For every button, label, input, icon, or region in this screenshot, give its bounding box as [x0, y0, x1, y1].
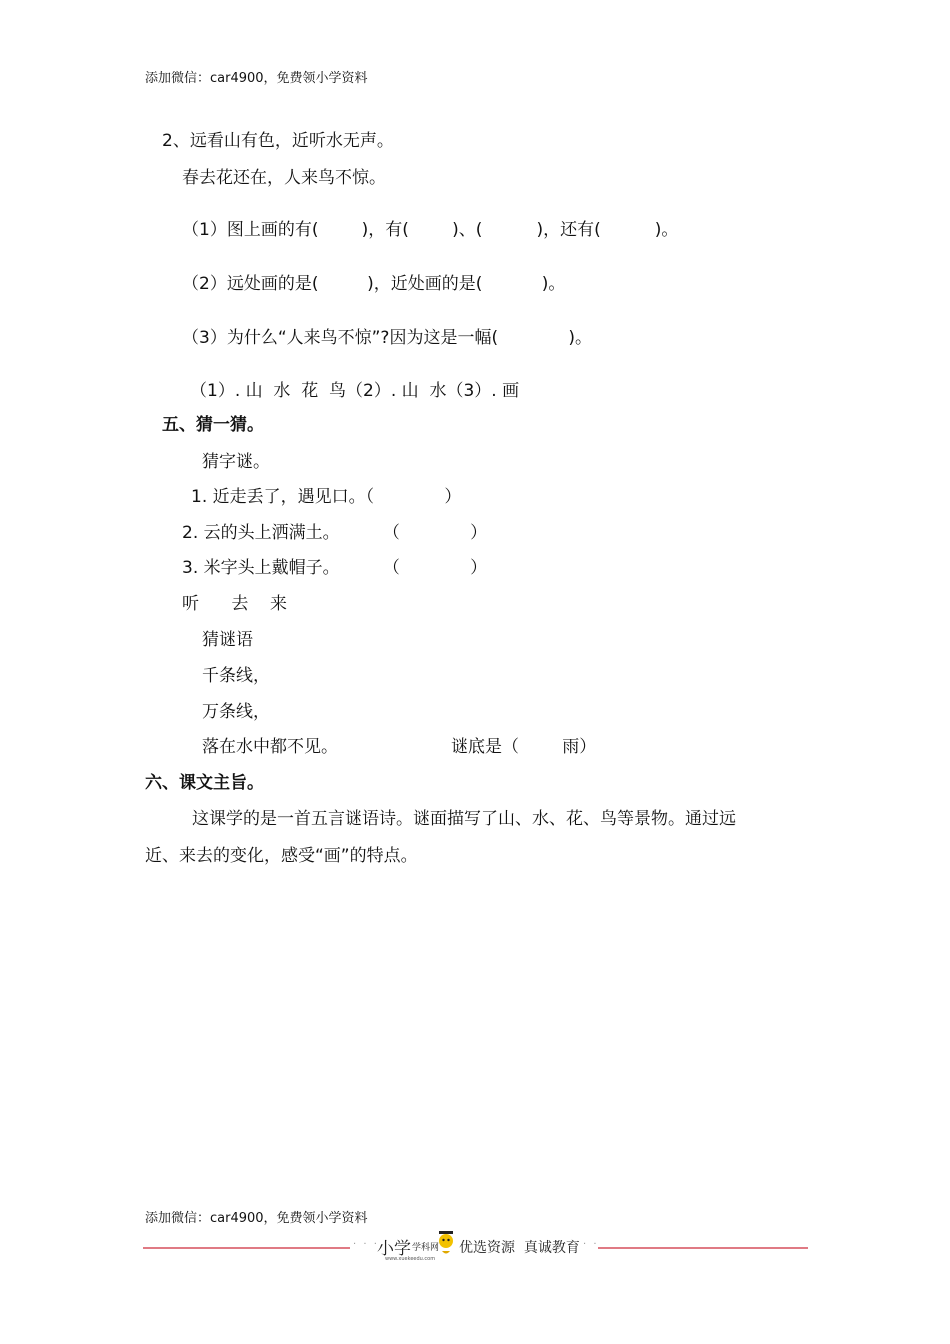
- riddle2-line-2: 万条线，: [202, 702, 270, 722]
- question-2: （2）远处画的是( )，近处画的是( )。: [182, 274, 566, 294]
- footer-rule-left: [143, 1247, 350, 1249]
- riddle-1: 1. 近走丢了，遇见口。（ ）: [191, 487, 462, 507]
- logo-text: 小学: [377, 1239, 411, 1259]
- section-five-title: 五、猜一猜。: [162, 415, 264, 435]
- section-five-subtitle: 猜字谜。: [202, 452, 270, 472]
- riddle-answers: 听 去 来: [182, 594, 288, 614]
- riddle2-title: 猜谜语: [202, 630, 253, 650]
- section-six-title: 六、课文主旨。: [145, 773, 264, 793]
- section-six-para-line-1: 这课学的是一首五言谜语诗。谜面描写了山、水、花、鸟等景物。通过远: [192, 809, 736, 829]
- footer-logo: [355, 1230, 600, 1260]
- question-1: （1）图上画的有( )，有( )、( )，还有( )。: [182, 220, 679, 240]
- logo-sub-text: 学科网: [412, 1243, 440, 1253]
- riddle2-line-1: 千条线，: [202, 666, 270, 686]
- dots-decoration-left: · · ·: [353, 1239, 379, 1250]
- riddle-2: 2. 云的头上洒满土。 （ ）: [182, 523, 488, 543]
- question-3: （3）为什么“人来鸟不惊”?因为这是一幅( )。: [182, 328, 592, 348]
- header-note: 添加微信：car4900，免费领小学资料: [145, 71, 368, 86]
- logo-url: www.xuekeedu.com: [385, 1256, 436, 1262]
- section-six-para-line-2: 近、来去的变化，感受“画”的特点。: [145, 846, 418, 866]
- riddle-3: 3. 米字头上戴帽子。 （ ）: [182, 558, 488, 578]
- dots-decoration-right: · ·: [583, 1239, 599, 1250]
- footer-rule-right: [598, 1247, 808, 1249]
- riddle2-answer: 谜底是（ 雨）: [451, 737, 597, 757]
- footer-slogan: 优选资源 真诚教育: [459, 1240, 580, 1256]
- mascot-icon: [437, 1230, 455, 1256]
- footer-note: 添加微信：car4900，免费领小学资料: [145, 1211, 368, 1226]
- answers-line: （1）. 山 水 花 鸟（2）. 山 水（3）. 画: [190, 381, 520, 401]
- poem-line-1: 2、远看山有色，近听水无声。: [162, 131, 394, 151]
- poem-line-2: 春去花还在，人来鸟不惊。: [182, 168, 386, 188]
- riddle2-line-3: 落在水中都不见。: [202, 737, 338, 757]
